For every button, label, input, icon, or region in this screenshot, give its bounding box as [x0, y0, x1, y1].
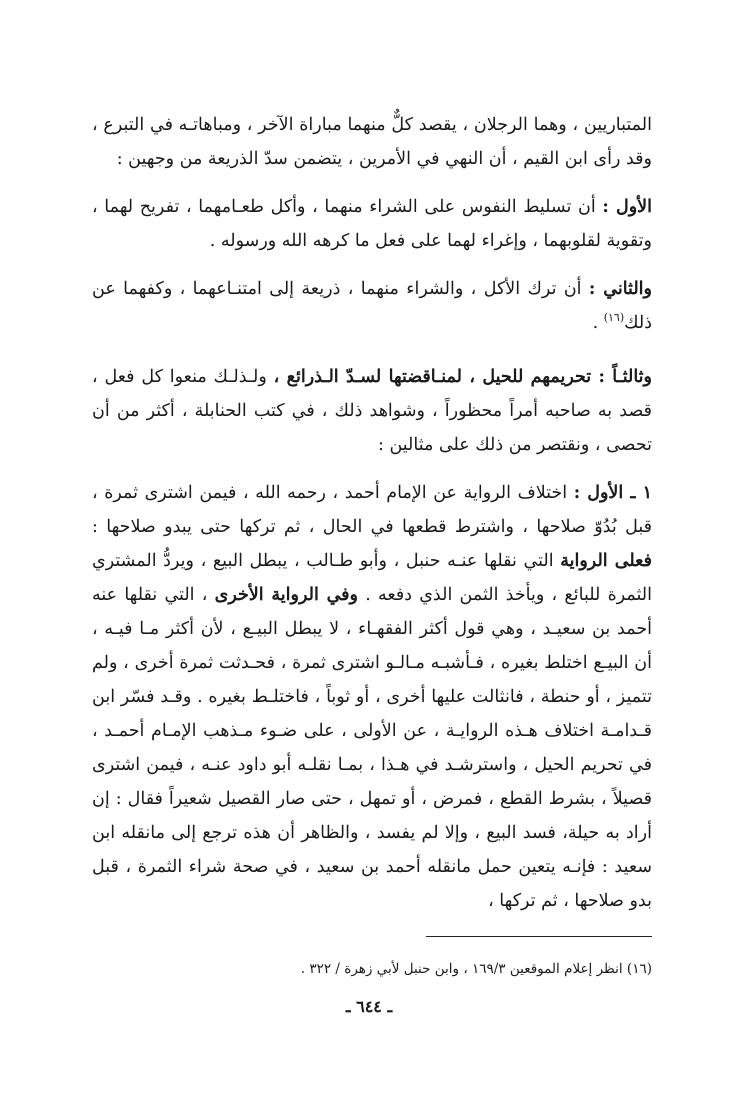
paragraph-5-lead: ١ ـ الأول :: [573, 483, 652, 503]
paragraph-2-lead: الأول :: [602, 197, 652, 217]
paragraph-3-lead: والثاني :: [588, 279, 652, 299]
main-text: [92, 108, 652, 918]
paragraph-5-bold-d: وفي الرواية الأخرى: [214, 585, 358, 605]
paragraph-4: [92, 360, 652, 462]
paragraph-3-text: أن ترك الأكل ، والشراء منهما ، ذريعة إلى امتنـاعهما ، وكفهما عن ذلك: [92, 279, 652, 333]
paragraph-5-text-a: اختلاف الرواية عن الإمام أحمد ، رحمه الله ، فيمن اشترى ثمرة ، قبل بُدُوّ صلاحها ، واشترط قطعها في الحال ، ثم تركها حتى يبدو صلاحها :: [92, 483, 652, 537]
paragraph-5-bold-b: فعلى الرواية: [560, 551, 652, 571]
paragraph-4-text: ولـذلـك منعوا كل فعل ، قصد به صاحبه أمراً محظوراً ، وشواهد ذلك ، في كتب الحنابلة ، أكثر من أن تحصى ، ونقتصر من ذلك على مثالين :: [92, 367, 652, 455]
paragraph-5-text-e: ، التي نقلها عنه أحمد بن سعيـد ، وهي قول أكثر الفقهـاء ، لا يبطل البيـع ، لأن أكثر مـا فيـه ، أن البيـع اختلط بغيره ، فـأشبـه مـالـو اشترى ثمرة ، فحـدثت ثمرة أخرى ، ولم تتميز ، أو حنطة ، فانثالت عليها أخرى ، أو ثوباً ، فاختلـط بغيره . وقـد فسّر ابن قـدامـة اختلاف هـذه الروايـة ، عن الأولى ، على ضـوء مـذهب الإمـام أحمـد ، في تحريم الحيل ، واسترشـد في هـذا ، بمـا نقلـه أبو داود عنـه ، فيمن اشترى قصيلاً ، بشرط القطع ، فمرض ، أو تمهل ، حتى صار القصيل شعيراً فقال : إن أراد به حيلة، فسد البيع ، وإلا لم يفسد ، والظاهر أن هذه ترجع إلى مانقله ابن سعيد : فإنـه يتعين حمل مانقله أحمد بن سعيد ، في صحة شراء الثمرة ، قبل بدو صلاحها ، ثم تركها ،: [92, 585, 652, 911]
footnote-divider: [426, 936, 652, 937]
paragraph-2: [92, 190, 652, 258]
footnote-ref-16: (١٦): [603, 311, 625, 325]
paragraph-4-lead: وثالثـاً : تحريمهم للحيل ، لمنـاقضتها لسـدّ الـذرائع ،: [273, 367, 652, 387]
footnote: (١٦) انظر إعلام الموقعين ١٦٩/٣ ، وابن حنبل لأبي زهرة / ٣٢٢ .: [300, 961, 652, 977]
paragraph-3: [92, 272, 652, 340]
paragraph-2-text: أن تسليط النفوس على الشراء منهما ، وأكل طعـامهما ، تفريح لهما ، وتقوية لقلوبهما ، وإغراء لهما على فعل ما كرهه الله ورسوله .: [92, 197, 652, 251]
paragraph-5-text-c: التي نقلها عنـه حنبل ، وأبو طـالب ، يبطل البيع ، ويردُّ المشتري الثمرة للبائع ، ويأخذ الثمن الذي دفعه .: [92, 551, 652, 605]
paragraph-1: المتباريين ، وهما الرجلان ، يقصد كلٌّ منهما مباراة الآخر ، ومباهاتـه في التبرع ، وقد رأى ابن القيم ، أن النهي في الأمرين ، يتضمن سدّ الذريعة من وجهين :: [92, 115, 652, 169]
page-number: ـ ٦٤٤ ـ: [345, 997, 393, 1016]
paragraph-3-end: .: [592, 313, 604, 333]
paragraph-5: [92, 476, 652, 918]
